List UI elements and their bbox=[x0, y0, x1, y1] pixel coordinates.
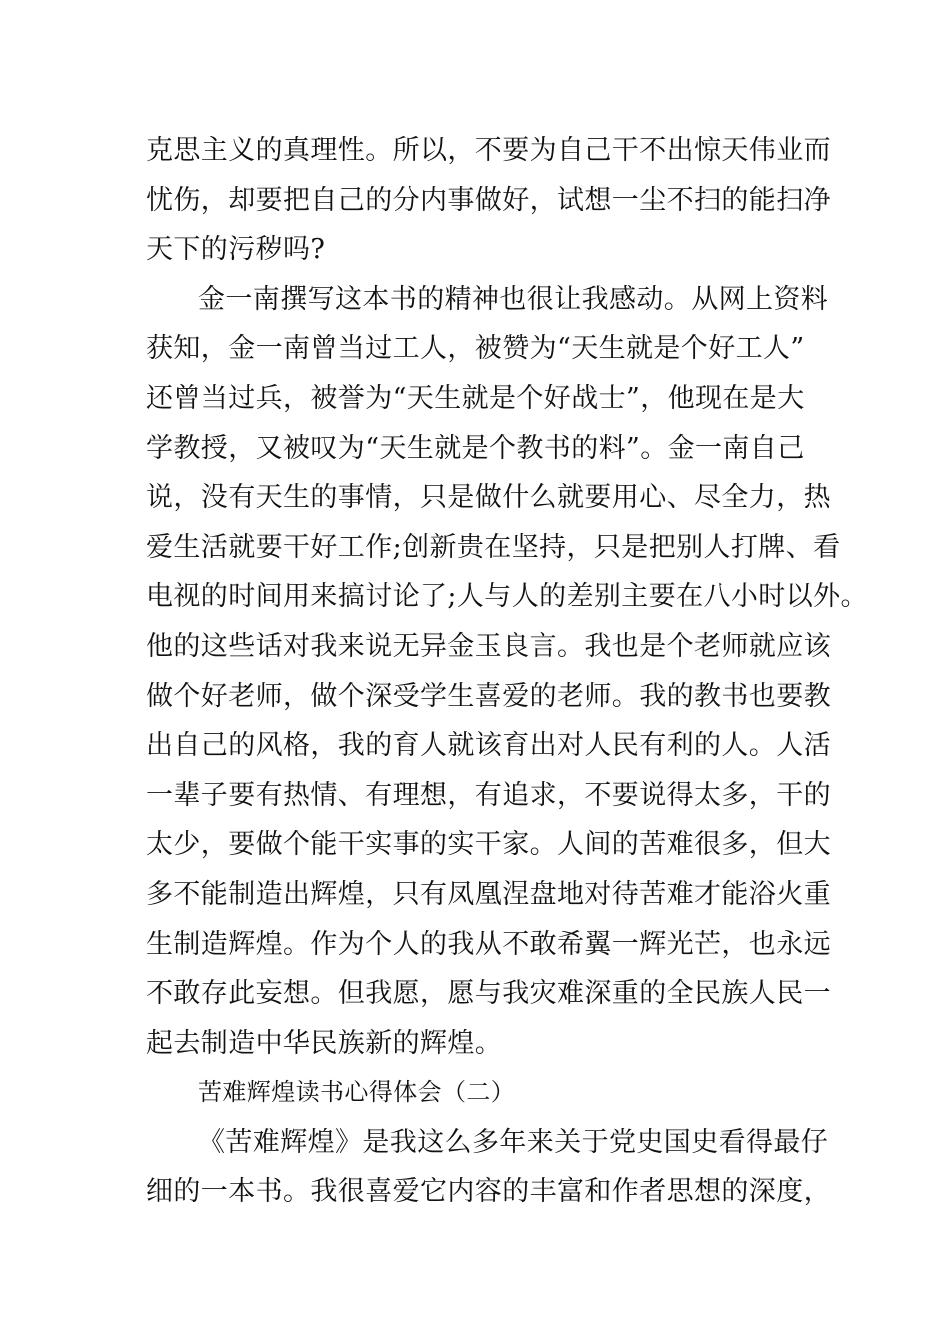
text-line: 生制造辉煌。作为个人的我从不敢希翼一辉光芒，也永远 bbox=[146, 928, 831, 960]
text-line: 学教授，又被叹为“天生就是个教书的料”。金一南自己 bbox=[146, 432, 805, 464]
text-line: 还曾当过兵，被誉为“天生就是个好战士”，他现在是大 bbox=[146, 382, 805, 414]
text-line: 金一南撰写这本书的精神也很让我感动。从网上资料 bbox=[198, 283, 829, 315]
text-line: 说，没有天生的事情，只是做什么就要用心、尽全力，热 bbox=[146, 482, 831, 514]
text-line: 起去制造中华民族新的辉煌。 bbox=[146, 1027, 503, 1059]
section-heading: 苦难辉煌读书心得体会（二） bbox=[198, 1078, 516, 1107]
text-line: 太少，要做个能干实事的实干家。人间的苦难很多，但大 bbox=[146, 829, 831, 861]
text-line: 不敢存此妄想。但我愿，愿与我灾难深重的全民族人民一 bbox=[146, 978, 831, 1010]
text-line: 细的一本书。我很喜爱它内容的丰富和作者思想的深度， bbox=[146, 1176, 831, 1208]
text-line: 《苦难辉煌》是我这么多年来关于党史国史看得最仔 bbox=[198, 1126, 829, 1158]
text-line: 出自己的风格，我的育人就该育出对人民有利的人。人活 bbox=[146, 730, 831, 762]
text-line: 爱生活就要干好工作;创新贵在坚持，只是把别人打牌、看 bbox=[146, 531, 841, 563]
body-text bbox=[146, 126, 868, 1217]
text-line: 克思主义的真理性。所以，不要为自己干不出惊天伟业而 bbox=[146, 135, 831, 166]
text-line: 忧伤，却要把自己的分内事做好，试想一尘不扫的能扫净 bbox=[146, 184, 831, 216]
text-line: 获知，金一南曾当过工人，被赞为“天生就是个好工人” bbox=[146, 333, 805, 365]
text-line: 他的这些话对我来说无异金玉良言。我也是个老师就应该 bbox=[146, 630, 831, 662]
text-line: 电视的时间用来搞讨论了;人与人的差别主要在八小时以外。 bbox=[146, 581, 868, 613]
text-line: 天下的污秽吗? bbox=[146, 234, 326, 266]
text-line: 一辈子要有热情、有理想，有追求，不要说得太多，干的 bbox=[146, 779, 831, 811]
text-line: 多不能制造出辉煌，只有凤凰涅盘地对待苦难才能浴火重 bbox=[146, 878, 831, 910]
text-line: 做个好老师，做个深受学生喜爱的老师。我的教书也要教 bbox=[146, 680, 831, 712]
